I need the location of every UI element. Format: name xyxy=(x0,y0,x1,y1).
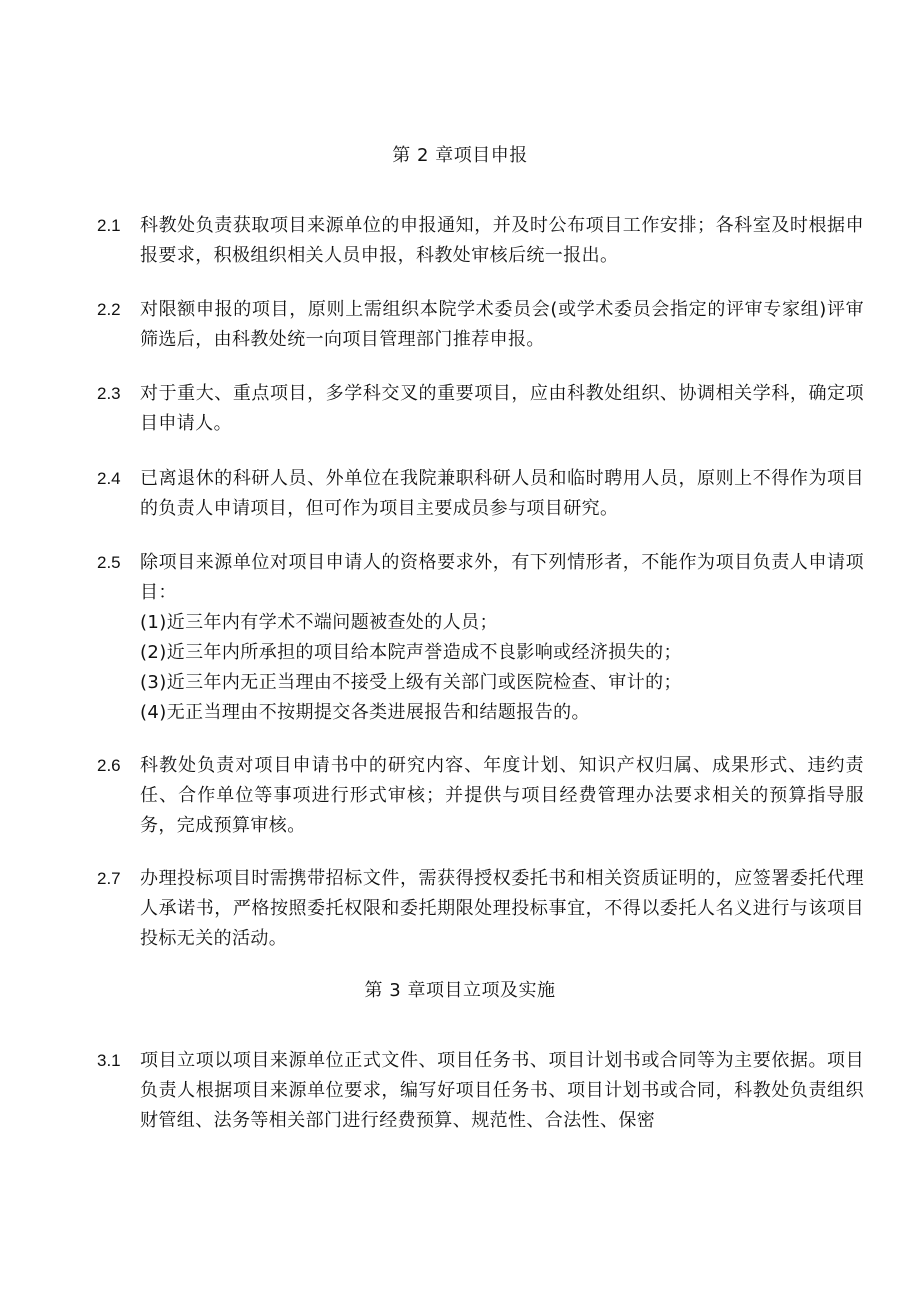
clause-text: 办理投标项目时需携带招标文件，需获得授权委托书和相关资质证明的，应签署委托代理人承诺书，严格按照委托权限和委托期限处理投标事宜，不得以委托人名义进行与该项目投标无关的活动。 xyxy=(140,868,864,949)
list-item: (1)近三年内有学术不端问题被查处的人员； xyxy=(140,612,498,633)
chapter-2-title: 第 2 章项目申报 xyxy=(392,145,528,166)
clause-number: 2.7 xyxy=(97,869,121,888)
clause-text: 对限额申报的项目，原则上需组织本院学术委员会(或学术委员会指定的评审专家组)评审筛选后，由科教处统一向项目管理部门推荐申报。 xyxy=(140,299,864,350)
clause-text: 科教处负责对项目申请书中的研究内容、年度计划、知识产权归属、成果形式、违约责任、合作单位等事项进行形式审核；并提供与项目经费管理办法要求相关的预算指导服务，完成预算审核。 xyxy=(140,755,864,836)
clause-text: 已离退休的科研人员、外单位在我院兼职科研人员和临时聘用人员，原则上不得作为项目的负责人申请项目，但可作为项目主要成员参与项目研究。 xyxy=(140,468,864,519)
clause-number: 2.1 xyxy=(97,216,121,235)
clause-text: 除项目来源单位对项目申请人的资格要求外，有下列情形者，不能作为项目负责人申请项目： xyxy=(140,552,864,603)
list-item: (3)近三年内无正当理由不接受上级有关部门或医院检查、审计的； xyxy=(140,672,682,693)
clause-text: 科教处负责获取项目来源单位的申报通知，并及时公布项目工作安排；各科室及时根据申报要求，积极组织相关人员申报，科教处审核后统一报出。 xyxy=(140,215,864,266)
chapter-3-title: 第 3 章项目立项及实施 xyxy=(364,980,556,1001)
list-item: (4)无正当理由不按期提交各类进展报告和结题报告的。 xyxy=(140,702,590,723)
clause-number: 2.6 xyxy=(97,756,121,775)
clause-number: 2.2 xyxy=(97,300,121,319)
clause-number: 2.5 xyxy=(97,553,121,572)
clause-text: 项目立项以项目来源单位正式文件、项目任务书、项目计划书或合同等为主要依据。项目负责人根据项目来源单位要求，编写好项目任务书、项目计划书或合同，科教处负责组织财管组、法务等相关部门进行经费预算、规范性、合法性、保密 xyxy=(140,1050,864,1131)
clause-number: 2.3 xyxy=(97,384,121,403)
clause-number: 3.1 xyxy=(97,1051,121,1070)
clause-number: 2.4 xyxy=(97,469,121,488)
list-item: (2)近三年内所承担的项目给本院声誉造成不良影响或经济损失的； xyxy=(140,642,682,663)
clause-text: 对于重大、重点项目，多学科交叉的重要项目，应由科教处组织、协调相关学科，确定项目申请人。 xyxy=(140,383,864,434)
